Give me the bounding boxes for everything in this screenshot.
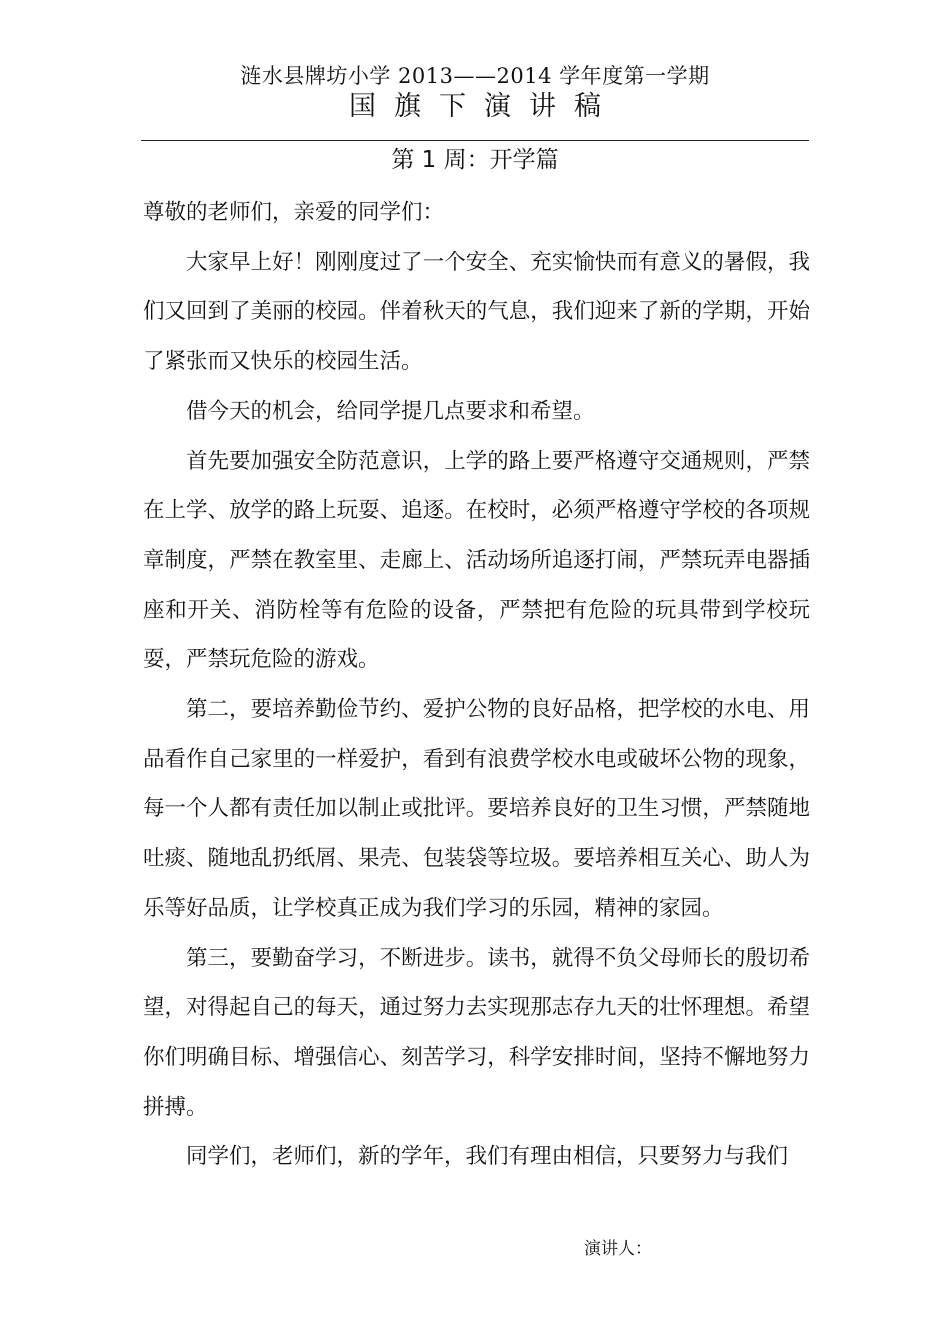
paragraph-thrift: 第二，要培养勤俭节约、爱护公物的良好品格，把学校的水电、用品看作自己家里的一样爱护，看到有浪费学校水电或破坏公物的现象，每一个人都有责任加以制止或批评。要培养良好的卫生习惯，严禁随地吐痰、随地乱扔纸屑、果壳、包装袋等垃圾。要培养相互关心、助人为乐等好品质，让学校真正成为我们学习的乐园，精神的家园。 (143, 697, 810, 921)
paragraph-intro-requests: 借今天的机会，给同学提几点要求和希望。 (186, 398, 595, 424)
paragraph-study: 第三，要勤奋学习，不断进步。读书，就得不负父母师长的殷切希望，对得起自己的每天，通过努力去实现那志存九天的壮怀理想。希望你们明确目标、增强信心、刻苦学习，科学安排时间，坚持不懈地努力拼搏。 (143, 945, 810, 1120)
school-term-line: 涟水县牌坊小学 2013——2014 学年度第一学期 (240, 64, 710, 88)
speaker-label: 演讲人： (584, 1239, 652, 1259)
document-title: 国旗下演讲稿 (349, 91, 619, 122)
salutation: 尊敬的老师们，亲爱的同学们： (143, 200, 445, 225)
paragraph-safety: 首先要加强安全防范意识，上学的路上要严格遵守交通规则，严禁在上学、放学的路上玩耍、追逐。在校时，必须严格遵守学校的各项规章制度，严禁在教室里、走廊上、活动场所追逐打闹，严禁玩弄电器插座和开关、消防栓等有危险的设备，严禁把有危险的玩具带到学校玩耍，严禁玩危险的游戏。 (143, 448, 810, 673)
header-divider (141, 140, 809, 141)
paragraph-closing: 同学们，老师们，新的学年，我们有理由相信，只要努力与我们 (186, 1144, 789, 1170)
paragraph-greeting: 大家早上好！刚刚度过了一个安全、充实愉快而有意义的暑假，我们又回到了美丽的校园。伴着秋天的气息，我们迎来了新的学期，开始了紧张而又快乐的校园生活。 (143, 249, 810, 375)
week-title: 第 1 周：开学篇 (391, 147, 559, 173)
speech-body (143, 188, 810, 1182)
document-header (0, 62, 950, 124)
